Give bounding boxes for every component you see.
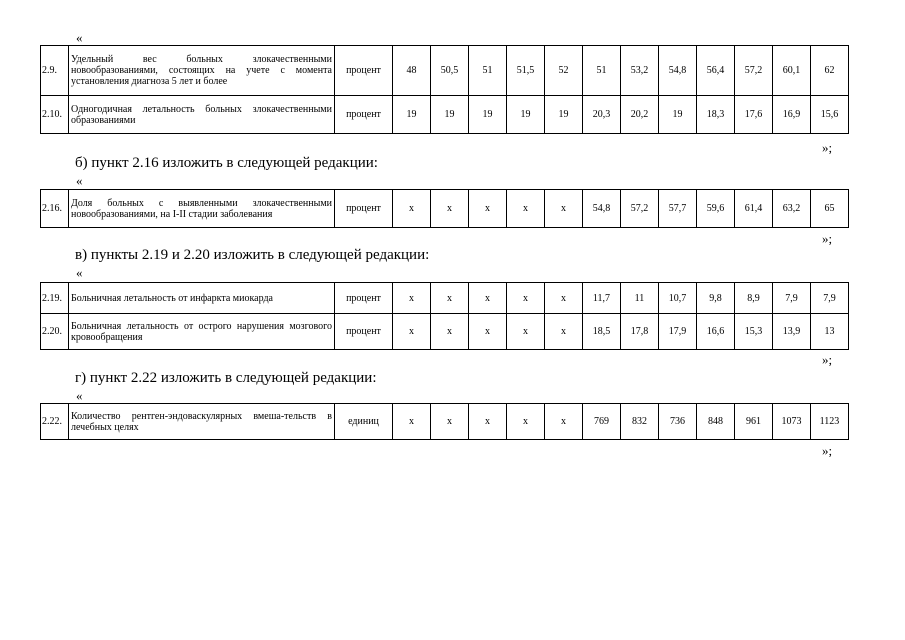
value-cell: 16,6 [697,314,735,350]
row-number-cell: 2.9. [41,46,69,96]
value-cell: 54,8 [583,190,621,228]
indicator-name-cell: Удельный вес больных злокачественными новообразованиями, состоящих на учете с момента установления диагноза 5 лет и более [69,46,335,96]
value-cell: 65 [811,190,849,228]
row-number-cell: 2.16. [41,190,69,228]
value-cell: 48 [393,46,431,96]
unit-cell: процент [335,96,393,134]
value-cell: х [545,190,583,228]
value-cell: 832 [621,404,659,440]
indicator-table [40,282,849,350]
section-heading: в) пункты 2.19 и 2.20 изложить в следующей редакции: [75,247,430,263]
value-cell: 7,9 [811,283,849,314]
indicator-name-cell: Доля больных с выявленными злокачественными новообразованиями, на I-II стадии заболевания [69,190,335,228]
value-cell: 54,8 [659,46,697,96]
value-cell: х [393,283,431,314]
indicator-name-cell: Больничная летальность от инфаркта миокарда [69,283,335,314]
value-cell: 52 [545,46,583,96]
value-cell: х [431,190,469,228]
value-cell: 61,4 [735,190,773,228]
value-cell: 961 [735,404,773,440]
value-cell: 57,2 [621,190,659,228]
value-cell: 59,6 [697,190,735,228]
table-row [41,314,849,350]
table-row [41,404,849,440]
opening-quote: « [76,173,83,188]
opening-quote: « [76,30,83,45]
value-cell: 7,9 [773,283,811,314]
value-cell: х [431,404,469,440]
value-cell: 9,8 [697,283,735,314]
value-cell: 63,2 [773,190,811,228]
value-cell: 13,9 [773,314,811,350]
unit-cell: процент [335,46,393,96]
value-cell: 20,2 [621,96,659,134]
value-cell: 848 [697,404,735,440]
indicator-name-cell: Количество рентген-эндоваскулярных вмеша-тельств в лечебных целях [69,404,335,440]
value-cell: 19 [659,96,697,134]
closing-quote: »; [822,443,833,458]
row-number-cell: 2.19. [41,283,69,314]
value-cell: 20,3 [583,96,621,134]
row-number-cell: 2.20. [41,314,69,350]
row-number-cell: 2.10. [41,96,69,134]
unit-cell: процент [335,190,393,228]
value-cell: х [469,283,507,314]
value-cell: х [507,314,545,350]
indicator-table [40,403,849,440]
table-row [41,190,849,228]
indicator-table [40,45,849,134]
value-cell: 11 [621,283,659,314]
indicator-table [40,189,849,228]
closing-quote: »; [822,140,833,155]
value-cell: 8,9 [735,283,773,314]
unit-cell: процент [335,283,393,314]
value-cell: 15,6 [811,96,849,134]
unit-cell: единиц [335,404,393,440]
value-cell: 10,7 [659,283,697,314]
value-cell: 1123 [811,404,849,440]
table-row [41,283,849,314]
value-cell: х [507,283,545,314]
value-cell: 56,4 [697,46,735,96]
value-cell: 50,5 [431,46,469,96]
value-cell: 62 [811,46,849,96]
opening-quote: « [76,388,83,403]
opening-quote: « [76,265,83,280]
indicator-name-cell: Больничная летальность от острого нарушения мозгового кровообращения [69,314,335,350]
value-cell: 51,5 [507,46,545,96]
value-cell: 19 [431,96,469,134]
closing-quote: »; [822,231,833,246]
indicator-name-cell: Одногодичная летальность больных злокачественными образованиями [69,96,335,134]
value-cell: х [431,283,469,314]
value-cell: х [469,190,507,228]
value-cell: х [545,283,583,314]
value-cell: 19 [507,96,545,134]
value-cell: 13 [811,314,849,350]
value-cell: 60,1 [773,46,811,96]
value-cell: 51 [469,46,507,96]
value-cell: х [545,314,583,350]
value-cell: 57,2 [735,46,773,96]
value-cell: 17,9 [659,314,697,350]
unit-cell: процент [335,314,393,350]
value-cell: х [393,314,431,350]
value-cell: 51 [583,46,621,96]
row-number-cell: 2.22. [41,404,69,440]
value-cell: х [545,404,583,440]
table-row [41,46,849,96]
value-cell: х [469,404,507,440]
value-cell: 18,3 [697,96,735,134]
value-cell: 736 [659,404,697,440]
value-cell: х [507,404,545,440]
value-cell: 15,3 [735,314,773,350]
value-cell: 17,6 [735,96,773,134]
value-cell: 18,5 [583,314,621,350]
value-cell: х [393,404,431,440]
section-heading: б) пункт 2.16 изложить в следующей редакции: [75,155,378,171]
value-cell: 16,9 [773,96,811,134]
value-cell: 1073 [773,404,811,440]
section-heading: г) пункт 2.22 изложить в следующей редакции: [75,370,377,386]
value-cell: 57,7 [659,190,697,228]
table-row [41,96,849,134]
value-cell: 769 [583,404,621,440]
value-cell: 53,2 [621,46,659,96]
value-cell: 19 [545,96,583,134]
closing-quote: »; [822,352,833,367]
value-cell: х [393,190,431,228]
value-cell: х [431,314,469,350]
value-cell: х [469,314,507,350]
value-cell: 19 [393,96,431,134]
value-cell: 17,8 [621,314,659,350]
value-cell: 11,7 [583,283,621,314]
value-cell: х [507,190,545,228]
value-cell: 19 [469,96,507,134]
